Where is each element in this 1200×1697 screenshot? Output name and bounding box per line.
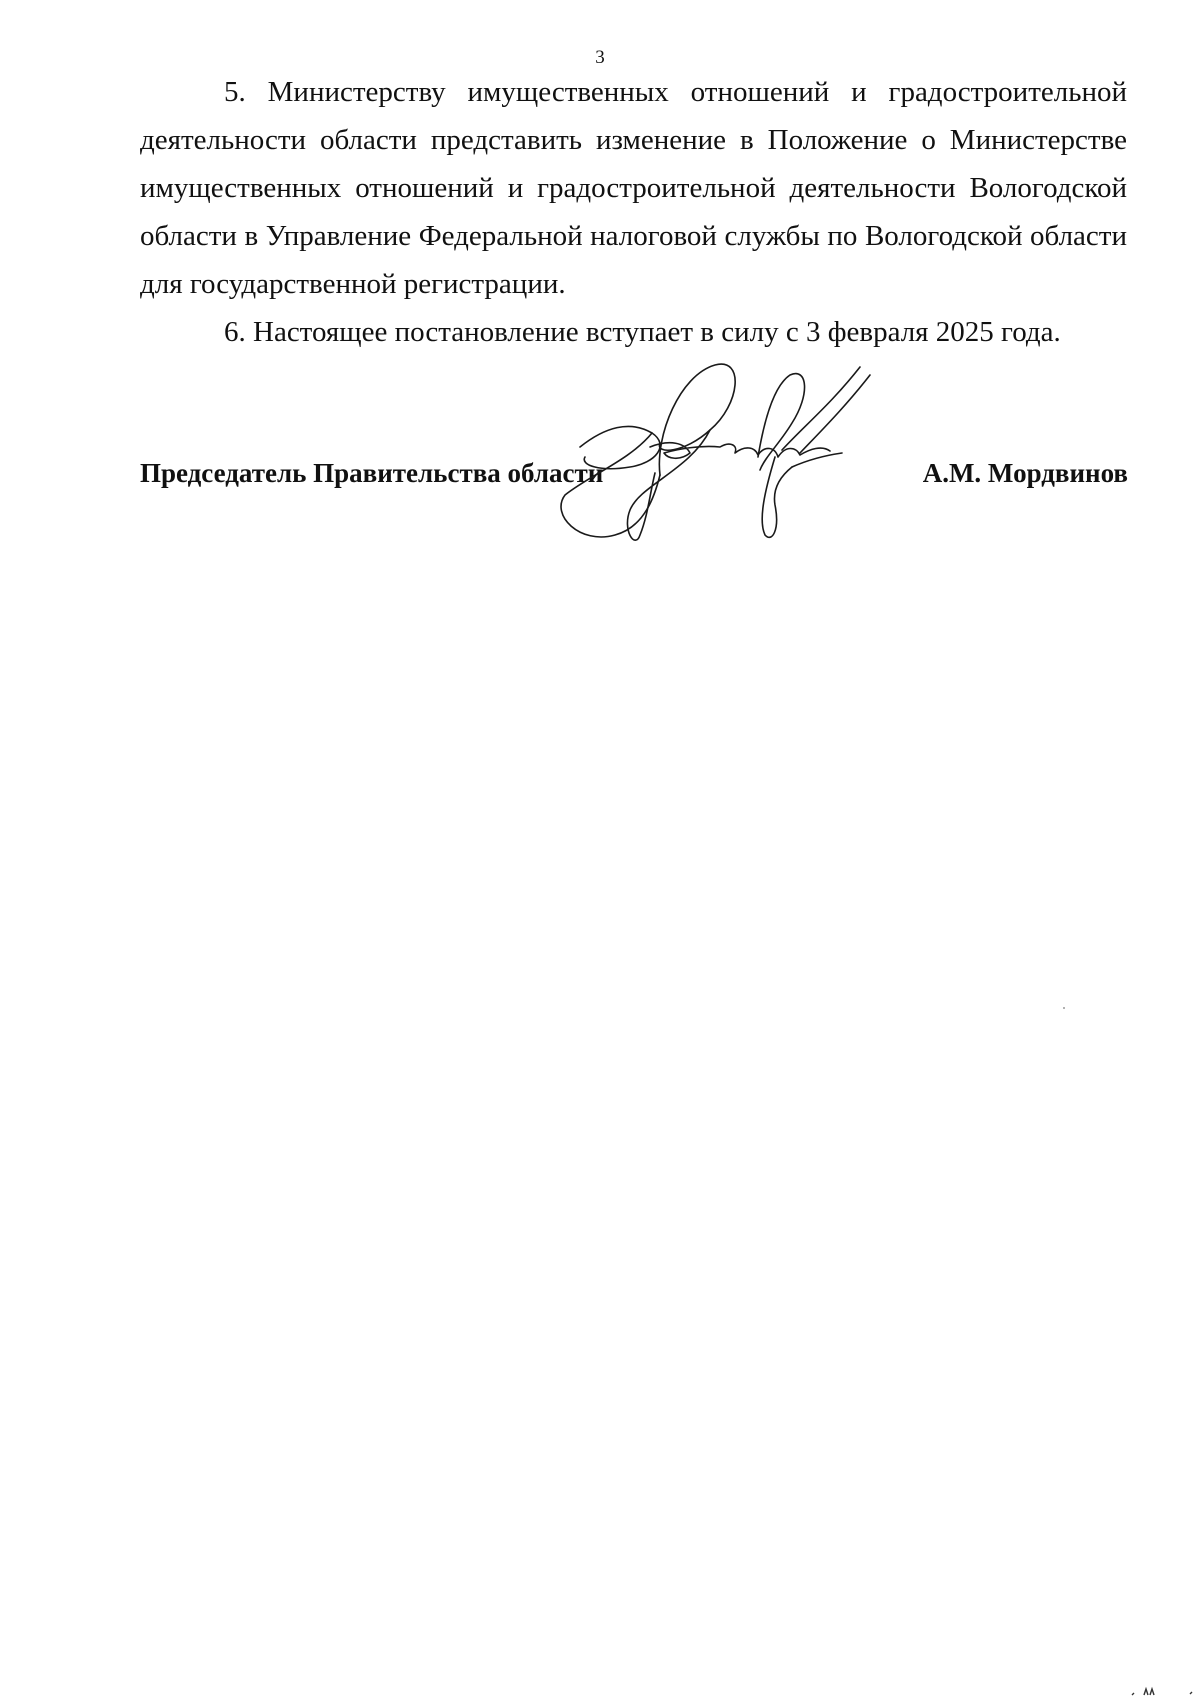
scan-artifact-icon [1130, 1683, 1200, 1697]
handwritten-signature-icon [560, 375, 940, 590]
signatory-title: Председатель Правительства области [140, 458, 604, 488]
paragraph-5: 5. Министерству имущественных отношений и градостроительной деятельности области представить изменение в Положение о Министерстве имущественных отношений и градостроительной деятельности Вологодской области в Управление Федеральной налоговой службы по Вологодской области для государственной регистрации. [140, 76, 1127, 300]
paragraph-6: 6. Настоящее постановление вступает в силу с 3 февраля 2025 года. [224, 316, 1061, 348]
signatory-name: А.М. Мордвинов [922, 458, 1128, 488]
page-number: 3 [595, 47, 605, 68]
scan-speck [1063, 1007, 1065, 1009]
